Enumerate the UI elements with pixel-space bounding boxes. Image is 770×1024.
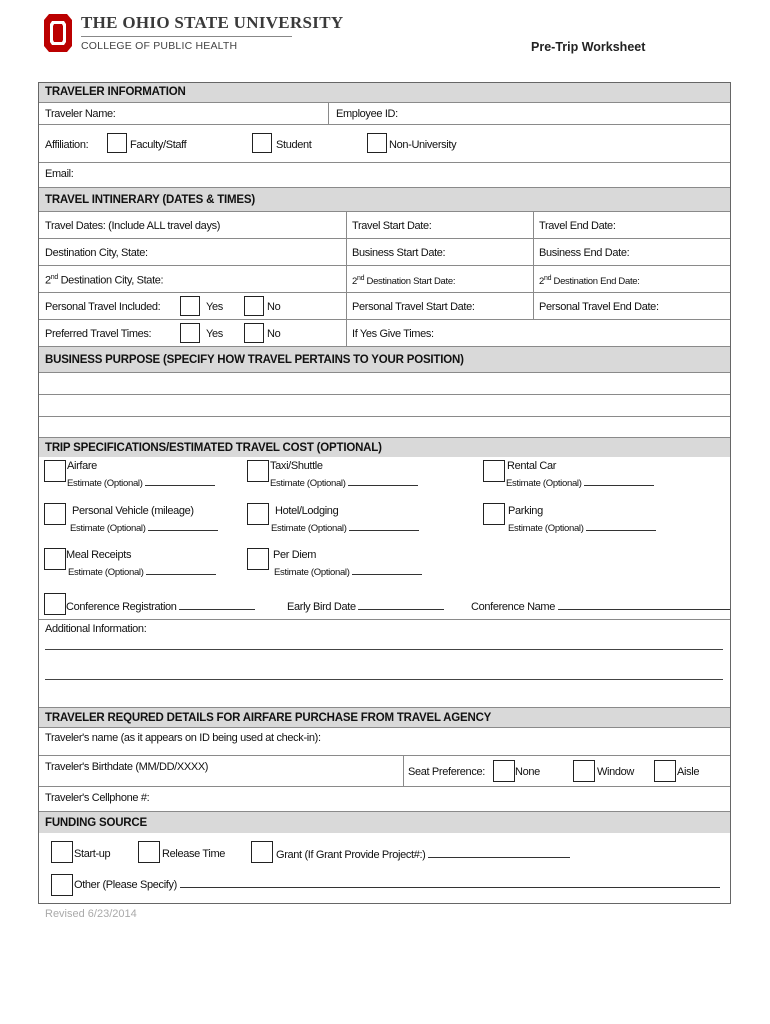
pre-trip-form (38, 82, 731, 904)
section-business-purpose: BUSINESS PURPOSE (SPECIFY HOW TRAVEL PERTAINS TO YOUR POSITION) (39, 347, 730, 373)
personal-yes-checkbox[interactable] (180, 296, 200, 316)
release-time-checkbox[interactable] (138, 841, 160, 863)
personal-travel-included-label: Personal Travel Included: (45, 301, 161, 313)
document-title: Pre-Trip Worksheet (531, 40, 646, 54)
faculty-staff-checkbox[interactable] (107, 133, 127, 153)
meal-estimate[interactable]: Estimate (Optional) (68, 565, 216, 578)
second-destination-end-label: 2nd Destination End Date: (539, 275, 640, 288)
personal-no-checkbox[interactable] (244, 296, 264, 316)
section-trip-specifications: TRIP SPECIFICATIONS/ESTIMATED TRAVEL COST (OPTIONAL) (39, 438, 730, 457)
additional-info-line-1[interactable] (45, 649, 723, 650)
traveler-name-label: Traveler Name: (45, 108, 116, 120)
affiliation-label: Affiliation: (45, 139, 89, 151)
preferred-times-label: Preferred Travel Times: (45, 328, 152, 340)
section-travel-itinerary: TRAVEL INTINERARY (DATES & TIMES) (39, 188, 730, 212)
parking-checkbox[interactable] (483, 503, 505, 525)
student-checkbox[interactable] (252, 133, 272, 153)
university-logo (43, 12, 73, 54)
travel-start-date-label: Travel Start Date: (352, 220, 432, 232)
personal-vehicle-checkbox[interactable] (44, 503, 66, 525)
cellphone-label: Traveler's Cellphone #: (45, 792, 150, 804)
airfare-checkbox[interactable] (44, 460, 66, 482)
per-diem-checkbox[interactable] (247, 548, 269, 570)
airfare-label: Airfare (67, 460, 97, 472)
seat-window-label: Window (597, 766, 635, 778)
personal-yes-label: Yes (206, 301, 223, 313)
airfare-estimate[interactable]: Estimate (Optional) (67, 476, 215, 489)
row-preferred-times (39, 320, 730, 347)
preferred-no-checkbox[interactable] (244, 323, 264, 343)
grant-field[interactable]: Grant (If Grant Provide Project#:) (276, 848, 570, 861)
conference-registration-checkbox[interactable] (44, 593, 66, 615)
seat-preference-label: Seat Preference: (408, 766, 485, 778)
travel-end-date-label: Travel End Date: (539, 220, 616, 232)
additional-information-label: Additional Information: (45, 623, 147, 635)
meal-receipts-label: Meal Receipts (66, 549, 132, 561)
student-label: Student (276, 139, 312, 151)
meal-receipts-checkbox[interactable] (44, 548, 66, 570)
parking-label: Parking (508, 505, 543, 517)
rental-car-checkbox[interactable] (483, 460, 505, 482)
seat-window-checkbox[interactable] (573, 760, 595, 782)
college-name: COLLEGE OF PUBLIC HEALTH (81, 40, 238, 52)
business-start-label: Business Start Date: (352, 247, 446, 259)
parking-estimate[interactable]: Estimate (Optional) (508, 521, 656, 534)
faculty-staff-label: Faculty/Staff (130, 139, 187, 151)
personal-end-label: Personal Travel End Date: (539, 301, 659, 313)
additional-info-line-2[interactable] (45, 679, 723, 680)
preferred-no-label: No (267, 328, 281, 340)
grant-checkbox[interactable] (251, 841, 273, 863)
second-destination-label: 2nd Destination City, State: (45, 274, 164, 287)
name-on-id-label: Traveler's name (as it appears on ID being used at check-in): (45, 732, 321, 744)
conference-name-field[interactable]: Conference Name (471, 600, 730, 613)
seat-aisle-label: Aisle (677, 766, 700, 778)
destination-label: Destination City, State: (45, 247, 148, 259)
non-university-label: Non-University (389, 139, 457, 151)
row-cellphone (39, 787, 730, 812)
taxi-shuttle-checkbox[interactable] (247, 460, 269, 482)
row-personal-travel (39, 293, 730, 320)
personal-no-label: No (267, 301, 281, 313)
section-funding-source: FUNDING SOURCE (39, 812, 730, 833)
conference-divider (39, 619, 730, 620)
business-purpose-line-1[interactable] (39, 373, 730, 395)
section-traveler-information: TRAVELER INFORMATION (39, 83, 730, 103)
hotel-estimate[interactable]: Estimate (Optional) (271, 521, 419, 534)
release-time-label: Release Time (162, 848, 226, 860)
hotel-lodging-label: Hotel/Lodging (275, 505, 339, 517)
rental-car-label: Rental Car (507, 460, 557, 472)
conference-registration-field[interactable]: Conference Registration (66, 600, 255, 613)
additional-info-bottom (39, 693, 730, 708)
row-name-on-id (39, 728, 730, 756)
personal-vehicle-label: Personal Vehicle (mileage) (72, 505, 194, 517)
row-travel-dates (39, 212, 730, 239)
taxi-estimate[interactable]: Estimate (Optional) (270, 476, 418, 489)
employee-id-label: Employee ID: (336, 108, 398, 120)
business-end-label: Business End Date: (539, 247, 630, 259)
row-traveler-name (39, 103, 730, 125)
section-airfare-details: TRAVELER REQURED DETAILS FOR AIRFARE PURCHASE FROM TRAVEL AGENCY (39, 708, 730, 728)
non-university-checkbox[interactable] (367, 133, 387, 153)
row-destination (39, 239, 730, 266)
university-name: THE OHIO STATE UNIVERSITY (81, 13, 344, 32)
row-birthdate (39, 756, 730, 787)
preferred-yes-checkbox[interactable] (180, 323, 200, 343)
preferred-yes-label: Yes (206, 328, 223, 340)
if-yes-times-label: If Yes Give Times: (352, 328, 434, 340)
vehicle-estimate[interactable]: Estimate (Optional) (70, 521, 218, 534)
row-second-destination (39, 266, 730, 293)
revised-date: Revised 6/23/2014 (45, 908, 137, 920)
per-diem-estimate[interactable]: Estimate (Optional) (274, 565, 422, 578)
business-purpose-line-3[interactable] (39, 417, 730, 438)
startup-checkbox[interactable] (51, 841, 73, 863)
travel-dates-label: Travel Dates: (Include ALL travel days) (45, 220, 221, 232)
early-bird-date-field[interactable]: Early Bird Date (287, 600, 444, 613)
row-affiliation (39, 125, 730, 163)
header-rule (81, 36, 292, 37)
email-label: Email: (45, 168, 74, 180)
rental-estimate[interactable]: Estimate (Optional) (506, 476, 654, 489)
seat-none-label: None (515, 766, 540, 778)
birthdate-label: Traveler's Birthdate (MM/DD/XXXX) (45, 761, 209, 773)
startup-label: Start-up (74, 848, 111, 860)
seat-aisle-checkbox[interactable] (654, 760, 676, 782)
business-purpose-line-2[interactable] (39, 395, 730, 417)
hotel-lodging-checkbox[interactable] (247, 503, 269, 525)
second-destination-start-label: 2nd Destination Start Date: (352, 275, 456, 288)
taxi-shuttle-label: Taxi/Shuttle (270, 460, 323, 472)
other-field[interactable]: Other (Please Specify) (74, 878, 720, 891)
other-checkbox[interactable] (51, 874, 73, 896)
per-diem-label: Per Diem (273, 549, 317, 561)
row-email (39, 163, 730, 188)
personal-start-label: Personal Travel Start Date: (352, 301, 475, 313)
seat-none-checkbox[interactable] (493, 760, 515, 782)
